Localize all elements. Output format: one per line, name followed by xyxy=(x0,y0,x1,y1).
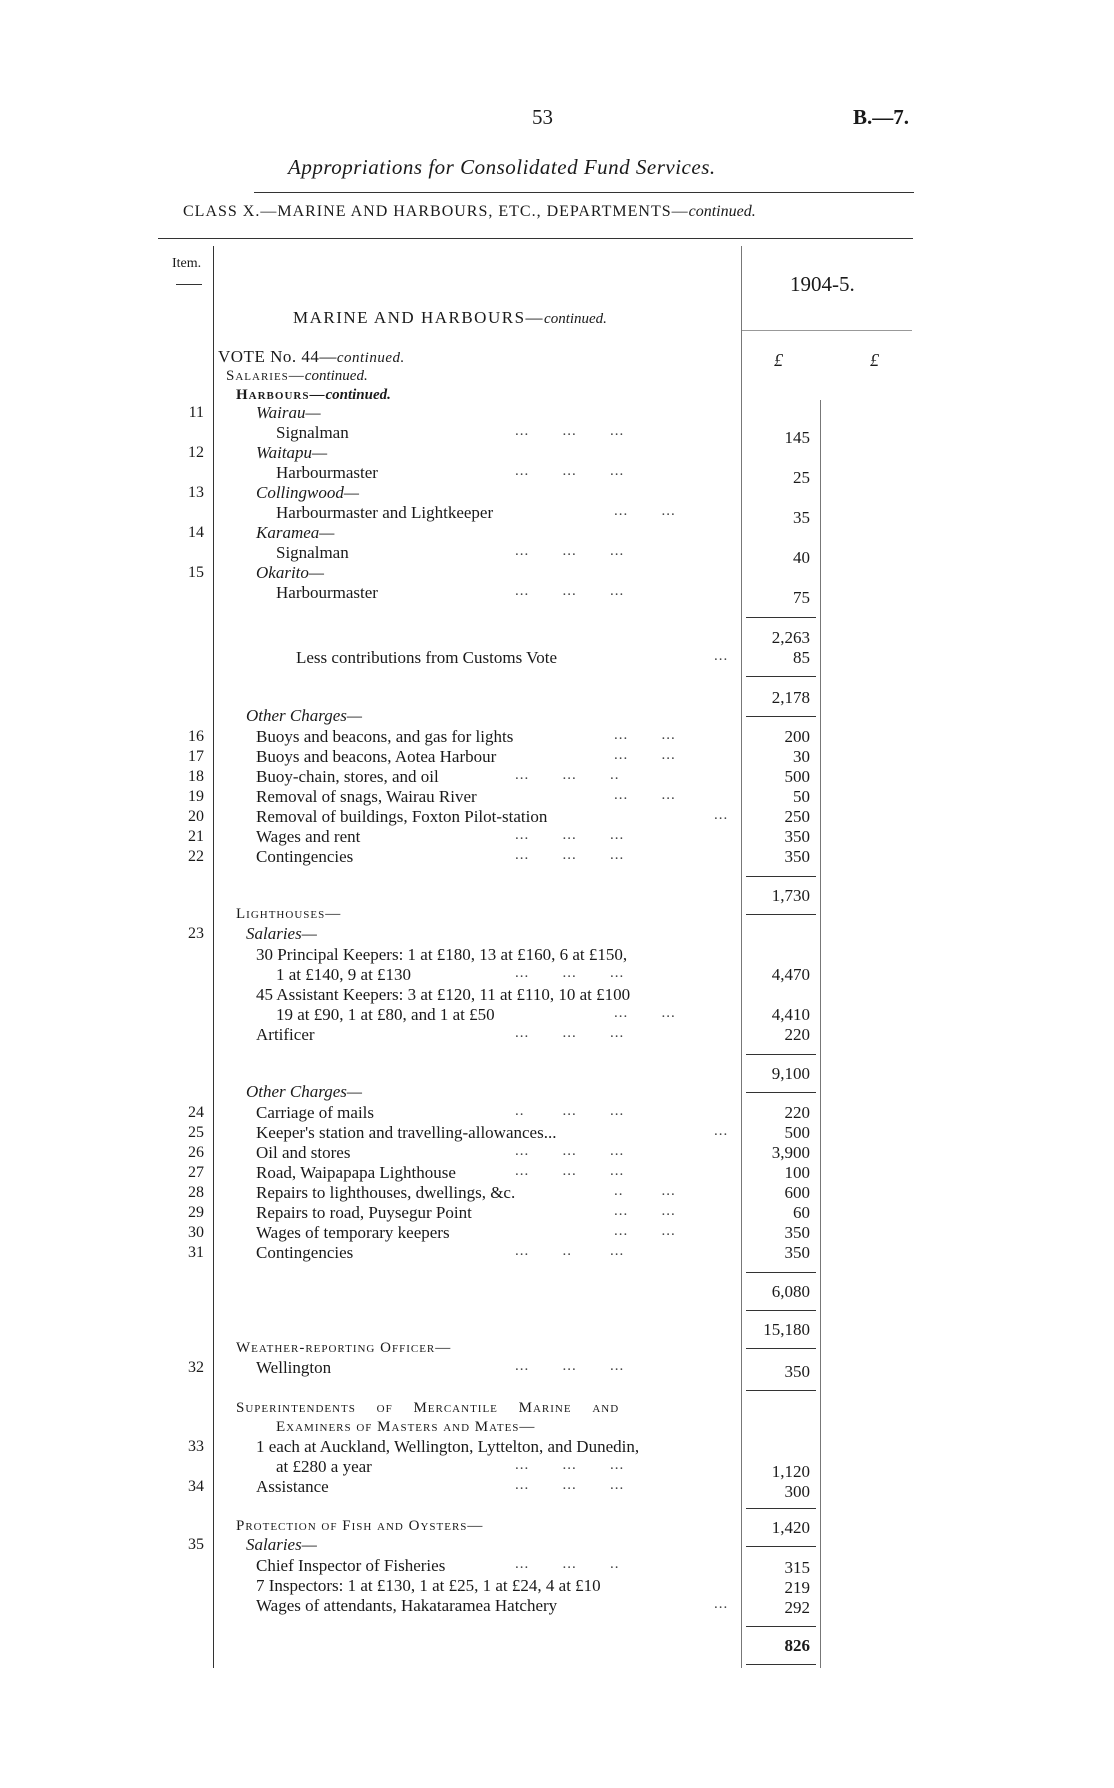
vote-heading xyxy=(218,347,405,368)
item-amount: 3,900 xyxy=(771,1143,810,1162)
leader-dots: ... xyxy=(714,807,729,823)
leader-dots: .. ... ... xyxy=(515,1103,625,1119)
subtotal-rule xyxy=(746,617,816,618)
artificer-amount: 220 xyxy=(784,1025,810,1044)
harbour-net-total: 2,178 xyxy=(771,688,810,707)
item-description: Oil and stores xyxy=(256,1143,351,1162)
superintendents-line-1: 1 each at Auckland, Wellington, Lyttelton, and Dunedin, xyxy=(256,1437,640,1456)
total-rule xyxy=(746,1054,816,1055)
leader-dots: ... ... xyxy=(614,1005,676,1021)
vote-heading-text: VOTE No. 44— xyxy=(218,347,337,366)
item-amount: 350 xyxy=(784,847,810,866)
item-number: 13 xyxy=(188,484,204,501)
item-column-header: Item. xyxy=(172,256,202,271)
item-description: Removal of snags, Wairau River xyxy=(256,787,477,806)
item-number: 26 xyxy=(188,1144,204,1161)
leader-dots: ... ... .. xyxy=(515,767,620,783)
item-number: 20 xyxy=(188,808,204,825)
item-number: 35 xyxy=(188,1536,204,1553)
pound-column-1: £ xyxy=(774,350,783,370)
item-description: Wages of temporary keepers xyxy=(256,1223,450,1242)
item-number: 29 xyxy=(188,1204,204,1221)
item-amount: 250 xyxy=(784,807,810,826)
total-rule xyxy=(746,876,816,877)
item-number: 23 xyxy=(188,925,204,942)
superintendents-line-2: at £280 a year xyxy=(276,1457,372,1476)
leader-dots: ... .. ... xyxy=(515,1243,625,1259)
item-column-divider xyxy=(213,246,214,1668)
superintendents-heading-line-1: Superintendents of Mercantile Marine and xyxy=(236,1400,620,1416)
leader-dots: ... ... xyxy=(614,727,676,743)
item-number: 27 xyxy=(188,1164,204,1181)
amount-column-divider xyxy=(741,246,742,1668)
total-rule xyxy=(746,1272,816,1273)
total-rule xyxy=(746,1310,816,1311)
item-description: Wages and rent xyxy=(256,827,361,846)
item-amount: 145 xyxy=(784,428,810,447)
leader-dots: ... xyxy=(714,648,729,664)
harbours-heading-suffix: continued. xyxy=(325,387,391,403)
leader-dots: ... ... ... xyxy=(515,1143,625,1159)
item-number: 32 xyxy=(188,1359,204,1376)
item-header-underline xyxy=(176,284,202,285)
lighthouses-heading: Lighthouses— xyxy=(236,906,342,922)
page-title: Appropriations for Consolidated Fund Services. xyxy=(288,155,716,179)
item-number: 12 xyxy=(188,444,204,461)
leader-dots: ... ... ... xyxy=(515,965,625,981)
item-description: Contingencies xyxy=(256,847,354,866)
assistant-keepers-line-1: 45 Assistant Keepers: 3 at £120, 11 at £110, 10 at £100 xyxy=(256,985,631,1004)
item-number: 17 xyxy=(188,748,204,765)
less-contributions-amount: 85 xyxy=(793,648,810,667)
item-amount: 220 xyxy=(784,1103,810,1122)
item-amount: 40 xyxy=(793,548,810,567)
item-amount: 25 xyxy=(793,468,810,487)
artificer-label: Artificer xyxy=(256,1025,315,1044)
place-name: Okarito— xyxy=(256,563,324,582)
inspectors-label: 7 Inspectors: 1 at £130, 1 at £25, 1 at £24, 4 at £10 xyxy=(256,1576,601,1595)
item-description: Repairs to lighthouses, dwellings, &c. xyxy=(256,1183,516,1202)
item-description: Wellington xyxy=(256,1358,332,1377)
item-amount: 300 xyxy=(784,1482,810,1501)
place-name: Wairau— xyxy=(256,403,321,422)
item-number: 28 xyxy=(188,1184,204,1201)
assistance-label: Assistance xyxy=(256,1477,329,1496)
item-description: Repairs to road, Puysegur Point xyxy=(256,1203,472,1222)
fisheries-total: 826 xyxy=(784,1636,810,1655)
item-description: Harbourmaster and Lightkeeper xyxy=(276,503,494,522)
item-number: 24 xyxy=(188,1104,204,1121)
section-title-text: MARINE AND HARBOURS— xyxy=(293,308,545,327)
item-number: 21 xyxy=(188,828,204,845)
salaries-heading xyxy=(226,366,368,386)
item-amount: 60 xyxy=(793,1203,810,1222)
item-amount: 350 xyxy=(784,1223,810,1242)
leader-dots: ... xyxy=(714,1123,729,1139)
net-rule-bottom xyxy=(746,716,816,717)
item-amount: 50 xyxy=(793,787,810,806)
harbours-heading xyxy=(236,385,391,405)
item-amount: 600 xyxy=(784,1183,810,1202)
place-name: Waitapu— xyxy=(256,443,328,462)
leader-dots: ... ... xyxy=(614,1223,676,1239)
other-charges-heading: Other Charges— xyxy=(246,1082,363,1101)
leader-dots: ... xyxy=(714,1596,729,1612)
class-heading-text: CLASS X.—MARINE AND HARBOURS, ETC., DEPARTMENTS— xyxy=(183,203,689,220)
item-amount: 350 xyxy=(784,827,810,846)
total-rule-bottom xyxy=(746,1664,816,1665)
item-amount: 75 xyxy=(793,588,810,607)
section-title-suffix: continued. xyxy=(544,311,607,327)
salaries-heading-text: Salaries— xyxy=(226,368,305,384)
place-name: Collingwood— xyxy=(256,483,359,502)
leader-dots: ... ... ... xyxy=(515,1163,625,1179)
leader-dots: ... ... ... xyxy=(515,543,625,559)
item-number: 18 xyxy=(188,768,204,785)
harbours-heading-text: Harbours— xyxy=(236,387,326,403)
item-description: Carriage of mails xyxy=(256,1103,375,1122)
leader-dots: ... ... ... xyxy=(515,463,625,479)
lighthouses-salaries-heading: Salaries— xyxy=(246,924,317,943)
item-description: Signalman xyxy=(276,543,349,562)
salaries-heading-suffix: continued. xyxy=(304,368,368,384)
item-amount: 500 xyxy=(784,767,810,786)
principal-keepers-line-2: 1 at £140, 9 at £130 xyxy=(276,965,412,984)
item-description: Removal of buildings, Foxton Pilot-station xyxy=(256,807,548,826)
total-column-divider xyxy=(820,400,821,1668)
leader-dots: ... ... .. xyxy=(515,1556,620,1572)
item-number: 31 xyxy=(188,1244,204,1261)
item-description: Contingencies xyxy=(256,1243,354,1262)
item-number: 15 xyxy=(188,564,204,581)
other-charges-heading: Other Charges— xyxy=(246,706,363,725)
item-amount: 200 xyxy=(784,727,810,746)
fisheries-heading: Protection of Fish and Oysters— xyxy=(236,1518,484,1534)
leader-dots: ... ... ... xyxy=(515,847,625,863)
leader-dots: ... ... ... xyxy=(515,827,625,843)
weather-heading: Weather-reporting Officer— xyxy=(236,1340,452,1356)
assistant-keepers-amount: 4,410 xyxy=(771,1005,810,1024)
year-column-header: 1904-5. xyxy=(790,272,855,296)
other-charges-total: 6,080 xyxy=(771,1282,810,1301)
title-rule xyxy=(254,192,914,193)
item-number: 34 xyxy=(188,1478,204,1495)
item-number: 33 xyxy=(188,1438,204,1455)
leader-dots: ... ... ... xyxy=(515,1358,625,1374)
superintendents-heading-line-2: Examiners of Masters and Mates— xyxy=(276,1419,536,1435)
page-number: 53 xyxy=(532,105,553,129)
section-title xyxy=(293,308,607,328)
item-amount: 350 xyxy=(784,1243,810,1262)
assistant-keepers-line-2: 19 at £90, 1 at £80, and 1 at £50 xyxy=(276,1005,495,1024)
leader-dots: ... ... ... xyxy=(515,1025,625,1041)
item-amount: 100 xyxy=(784,1163,810,1182)
total-rule-bottom xyxy=(746,1092,816,1093)
total-rule xyxy=(746,1626,816,1627)
leader-dots: ... ... ... xyxy=(515,1457,625,1473)
document-reference: B.—7. xyxy=(853,105,910,129)
item-amount: 500 xyxy=(784,1123,810,1142)
principal-keepers-line-1: 30 Principal Keepers: 1 at £180, 13 at £160, 6 at £150, xyxy=(256,945,628,964)
item-description: Buoys and beacons, Aotea Harbour xyxy=(256,747,497,766)
item-number: 30 xyxy=(188,1224,204,1241)
leader-dots: ... ... ... xyxy=(515,423,625,439)
leader-dots: ... ... xyxy=(614,787,676,803)
item-description: Harbourmaster xyxy=(276,583,378,602)
inspectors-amount: 219 xyxy=(784,1578,810,1597)
lighthouses-salaries-total: 9,100 xyxy=(771,1064,810,1083)
other-charges-total: 1,730 xyxy=(771,886,810,905)
total-rule-bottom xyxy=(746,1348,816,1349)
pound-column-2: £ xyxy=(870,350,879,370)
item-description: Signalman xyxy=(276,423,349,442)
item-number: 16 xyxy=(188,728,204,745)
class-heading-suffix: continued. xyxy=(688,203,756,220)
item-description: Keeper's station and travelling-allowances... xyxy=(256,1123,557,1142)
place-name: Karamea— xyxy=(256,523,335,542)
item-number: 22 xyxy=(188,848,204,865)
leader-dots: ... ... ... xyxy=(515,583,625,599)
item-amount: 35 xyxy=(793,508,810,527)
superintendents-total: 1,420 xyxy=(771,1518,810,1537)
total-rule xyxy=(746,1390,816,1391)
chief-inspector-amount: 315 xyxy=(784,1558,810,1577)
item-amount: 1,120 xyxy=(771,1462,810,1481)
item-number: 19 xyxy=(188,788,204,805)
item-number: 14 xyxy=(188,524,204,541)
leader-dots: ... ... ... xyxy=(515,1477,625,1493)
principal-keepers-amount: 4,470 xyxy=(771,965,810,984)
item-description: Harbourmaster xyxy=(276,463,378,482)
vote-heading-suffix: continued. xyxy=(336,350,405,366)
item-description: Road, Waipapapa Lighthouse xyxy=(256,1163,456,1182)
total-rule-bottom xyxy=(746,1546,816,1547)
leader-dots: ... ... xyxy=(614,747,676,763)
item-amount: 30 xyxy=(793,747,810,766)
item-description: Buoys and beacons, and gas for lights xyxy=(256,727,514,746)
item-number: 25 xyxy=(188,1124,204,1141)
class-heading xyxy=(183,203,756,221)
item-number: 11 xyxy=(188,404,204,421)
fisheries-salaries-heading: Salaries— xyxy=(246,1535,317,1554)
total-rule-bottom xyxy=(746,914,816,915)
wages-attendants-amount: 292 xyxy=(784,1598,810,1617)
less-contributions-label: Less contributions from Customs Vote xyxy=(296,648,557,667)
net-rule xyxy=(746,676,816,677)
year-header-rule xyxy=(742,330,912,331)
leader-dots: ... ... xyxy=(614,1203,676,1219)
item-amount: 350 xyxy=(784,1362,810,1381)
leader-dots: ... ... xyxy=(614,503,676,519)
harbour-subtotal: 2,263 xyxy=(771,628,810,647)
chief-inspector-label: Chief Inspector of Fisheries xyxy=(256,1556,446,1575)
lighthouses-grand-total: 15,180 xyxy=(763,1320,810,1339)
total-rule xyxy=(746,1508,816,1509)
item-description: Buoy-chain, stores, and oil xyxy=(256,767,439,786)
header-rule xyxy=(158,238,913,239)
leader-dots: .. ... xyxy=(614,1183,676,1199)
wages-attendants-label: Wages of attendants, Hakataramea Hatchery xyxy=(256,1596,558,1615)
